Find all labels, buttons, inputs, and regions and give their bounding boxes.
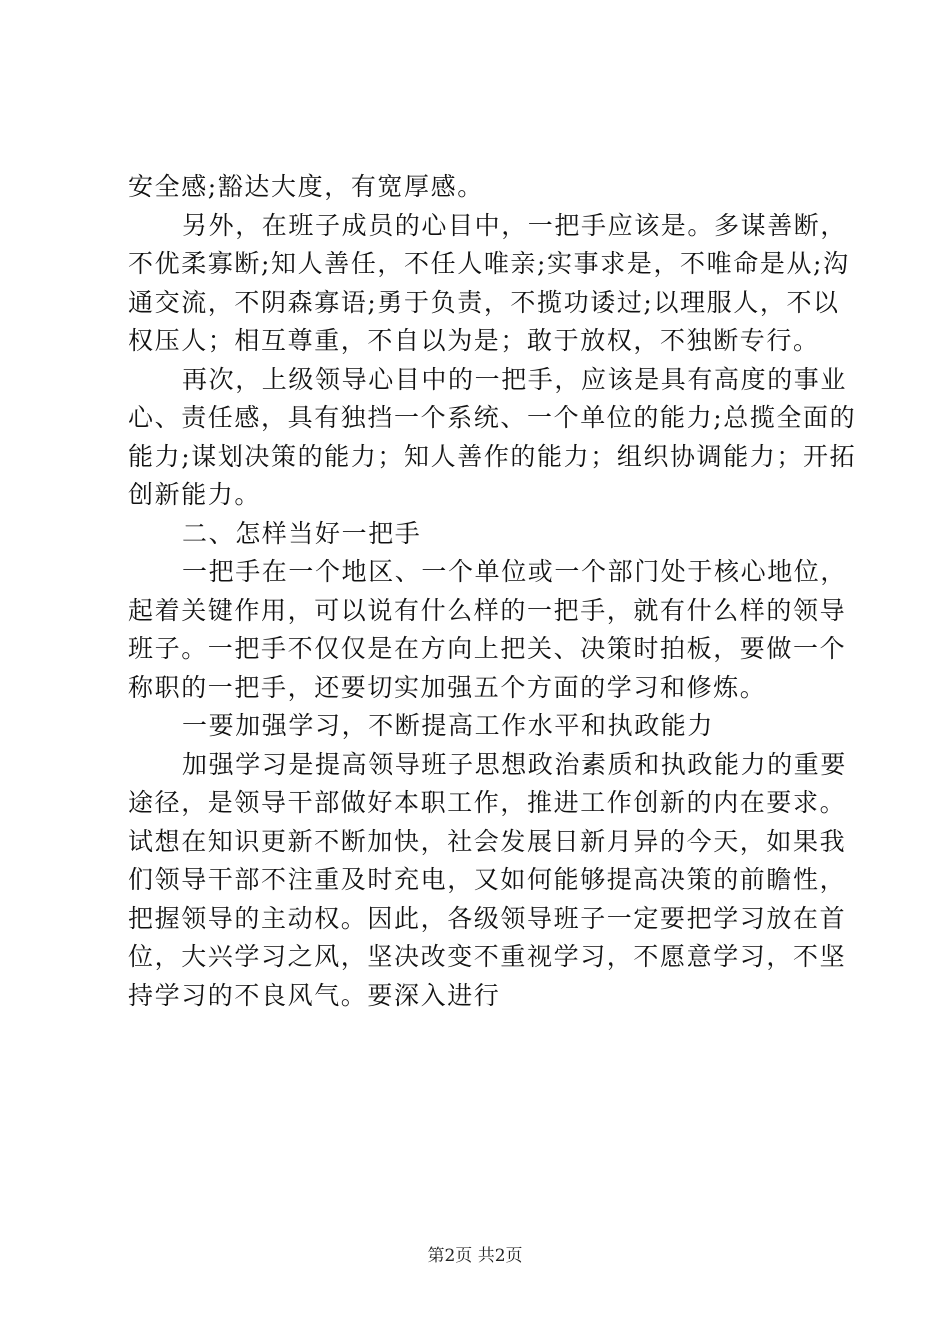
text-line: 起着关键作用，可以说有什么样的一把手，就有什么样的领导 bbox=[128, 595, 847, 625]
text-line: 心、责任感，具有独挡一个系统、一个单位的能力;总揽全面的 bbox=[128, 403, 857, 432]
text-line: 把握领导的主动权。因此，各级领导班子一定要把学习放在首 bbox=[128, 903, 847, 933]
text-line: 试想在知识更新不断加快，社会发展日新月异的今天，如果我 bbox=[128, 826, 847, 856]
text-line: 不优柔寡断;知人善任，不任人唯亲;实事求是，不唯命是从;沟 bbox=[128, 249, 850, 278]
text-line: 位，大兴学习之风，坚决改变不重视学习，不愿意学习，不坚 bbox=[128, 942, 847, 971]
paragraph-line: 另外，在班子成员的心目中，一把手应该是。多谋善断， bbox=[182, 210, 848, 240]
text-line: 称职的一把手，还要切实加强五个方面的学习和修炼。 bbox=[128, 672, 767, 702]
text-line: 安全感;豁达大度，有宽厚感。 bbox=[128, 172, 484, 201]
text-line: 通交流，不阴森寡语;勇于负责，不揽功诿过;以理服人，不以 bbox=[128, 287, 840, 317]
text-line: 权压人；相互尊重，不自以为是；敢于放权，不独断专行。 bbox=[128, 326, 820, 355]
text-line: 途径，是领导干部做好本职工作，推进工作创新的内在要求。 bbox=[128, 788, 847, 817]
section-heading: 二、怎样当好一把手 bbox=[182, 518, 422, 548]
text-line: 能力;谋划决策的能力；知人善作的能力；组织协调能力；开拓 bbox=[128, 441, 857, 471]
paragraph-line: 再次，上级领导心目中的一把手，应该是具有高度的事业 bbox=[182, 364, 848, 394]
text-line: 创新能力。 bbox=[128, 480, 262, 509]
text-line: 班子。一把手不仅仅是在方向上把关、决策时拍板，要做一个 bbox=[128, 634, 847, 663]
text-line: 持学习的不良风气。要深入进行 bbox=[128, 980, 501, 1010]
page-number-footer: 第2页 共2页 bbox=[427, 1246, 523, 1266]
subsection-heading: 一要加强学习，不断提高工作水平和执政能力 bbox=[182, 711, 715, 740]
paragraph-line: 加强学习是提高领导班子思想政治素质和执政能力的重要 bbox=[182, 749, 848, 779]
paragraph-line: 一把手在一个地区、一个单位或一个部门处于核心地位， bbox=[182, 557, 848, 586]
document-body bbox=[128, 168, 857, 1015]
text-line: 们领导干部不注重及时充电，又如何能够提高决策的前瞻性， bbox=[128, 865, 847, 894]
